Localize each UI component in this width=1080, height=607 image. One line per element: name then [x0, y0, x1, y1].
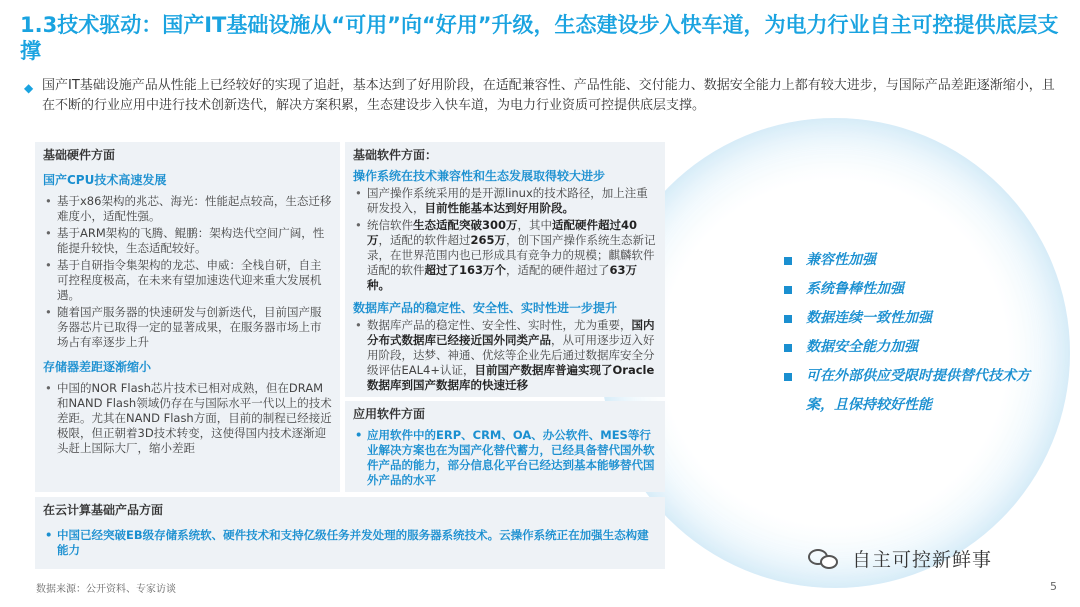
feature-text: 系统鲁棒性加强	[806, 281, 904, 297]
os-text-bold: 生态适配突破300万	[413, 218, 518, 232]
square-bullet-icon	[784, 315, 792, 323]
diamond-bullet-icon: ◆	[24, 81, 34, 95]
feature-item	[780, 333, 1050, 362]
page-number: 5	[1050, 580, 1057, 593]
db-text: 数据库产品的稳定性、安全性、实时性，尤为重要，	[367, 318, 632, 332]
square-bullet-icon	[784, 344, 792, 352]
os-text: ，适配的软件超过	[378, 233, 471, 247]
storage-title: 存储器差距逐渐缩小	[43, 360, 152, 374]
software-heading: 基础软件方面：	[353, 148, 438, 162]
os-text-bold: 63万种。	[367, 263, 638, 292]
db-text: ，从可用逐步迈入好用阶段，达梦、神通、优炫等企业先后通过数据库安全分级评估EAL4+认证，	[367, 333, 655, 377]
list-item	[353, 186, 657, 216]
os-list	[353, 186, 657, 293]
application-list	[353, 428, 657, 488]
list-item	[353, 318, 657, 393]
feature-item	[780, 304, 1050, 333]
feature-item	[780, 246, 1050, 275]
list-item: • 随着国产服务器的快速研发与创新迭代，目前国产服务器芯片已取得一定的显著成果，在服务器市场上市场占有率逐步上升	[43, 305, 332, 350]
square-bullet-icon	[784, 373, 792, 381]
square-bullet-icon	[784, 286, 792, 294]
os-text: 统信软件	[367, 218, 413, 232]
cpu-list	[43, 194, 332, 350]
db-text-bold: 目前国产数据库普遍实现了Oracle数据库到国产数据库的快速迁移	[367, 363, 655, 392]
software-panel	[345, 142, 665, 397]
list-item: • 中国已经突破EB级存储系统软、硬件技术和支持亿级任务并发处理的服务器系统技术。云操作系统正在加强生态构建能力	[43, 528, 657, 558]
db-text-bold: 国内分布式数据库已经接近国外同类产品	[367, 318, 655, 347]
os-text: ，其中	[517, 218, 553, 232]
os-text-bold: 265万	[470, 233, 507, 247]
list-item: • 基于自研指令集架构的龙芯、申威：全栈自研，自主可控程度极高，在未来有望加速迭代迎来重大发展机遇。	[43, 258, 332, 303]
os-title: 操作系统在技术兼容性和生态发展取得较大进步	[353, 169, 606, 183]
os-text: ，适配的硬件超过了	[506, 263, 610, 277]
source-note: 数据来源：公开资料、专家访谈	[36, 584, 176, 595]
hardware-panel	[35, 142, 340, 492]
os-text: 国产操作系统采用的是开源linux的技术路径，加上注重研发投入，	[367, 186, 648, 215]
feature-text: 数据安全能力加强	[806, 339, 918, 355]
intro-paragraph	[24, 76, 1064, 116]
hardware-heading: 基础硬件方面	[43, 148, 116, 162]
list-item: • 基于ARM架构的飞腾、鲲鹏：架构迭代空间广阔，性能提升较快，生态适配较好。	[43, 226, 332, 256]
square-bullet-icon	[784, 257, 792, 265]
os-text: ，创下国产操作系统生态新记录，在世界范围内也已形成具有竞争力的规模；麒麟软件适配的软件	[367, 233, 656, 277]
cloud-list	[43, 528, 657, 558]
feature-text: 可在外部供应受限时提供替代技术方案，且保持较好性能	[806, 368, 1030, 413]
storage-list	[43, 381, 332, 456]
cloud-panel	[35, 497, 665, 569]
os-text-bold: 超过了163万个	[424, 263, 507, 277]
feature-text: 兼容性加强	[806, 252, 876, 268]
feature-item	[780, 362, 1050, 420]
list-item: • 应用软件中的ERP、CRM、OA、办公软件、MES等行业解决方案也在为国产化替代蓄力，已经具备替代国外软件产品的能力，部分信息化平台已经达到基本能够替代国外产品的水平	[353, 428, 657, 488]
page-title: 1.3技术驱动：国产IT基础设施从“可用”向“好用”升级，生态建设步入快车道，为电力行业自主可控提供底层支撑	[20, 13, 1059, 63]
list-item: • 中国的NOR Flash芯片技术已相对成熟，但在DRAM和NAND Flash领域仍存在与国际水平一代以上的技术差距。尤其在NAND Flash方面，目前的制程已经接近极限，但正朝着3D技术转变，这使得国内技术逐渐迎头赶上国际大厂，缩小差距	[43, 381, 332, 456]
features-list	[780, 246, 1050, 420]
cpu-title: 国产CPU技术高速发展	[43, 173, 167, 187]
wechat-watermark	[808, 545, 992, 572]
os-text-bold: 目前性能基本达到好用阶段。	[424, 201, 574, 215]
feature-text: 数据连续一致性加强	[806, 310, 932, 326]
list-item: • 基于x86架构的兆芯、海光：性能起点较高，生态迁移难度小，适配性强。	[43, 194, 332, 224]
cloud-heading: 在云计算基础产品方面	[43, 503, 164, 517]
watermark-text: 自主可控新鲜事	[852, 549, 993, 571]
db-title: 数据库产品的稳定性、安全性、实时性进一步提升	[353, 301, 618, 315]
feature-item	[780, 275, 1050, 304]
application-heading: 应用软件方面	[353, 407, 426, 421]
application-panel	[345, 401, 665, 492]
db-list	[353, 318, 657, 393]
os-text-bold: 适配硬件超过40万	[367, 218, 638, 247]
intro-text: 国产IT基础设施产品从性能上已经较好的实现了追赶，基本达到了好用阶段，在适配兼容性、产品性能、交付能力、数据安全能力上都有较大进步，与国际产品差距逐渐缩小，且在不断的行业应用中进行技术创新迭代，解决方案积累，生态建设步入快车道，为电力行业资质可控提供底层支撑。	[42, 78, 1055, 113]
wechat-icon	[808, 547, 842, 571]
list-item	[353, 218, 657, 293]
